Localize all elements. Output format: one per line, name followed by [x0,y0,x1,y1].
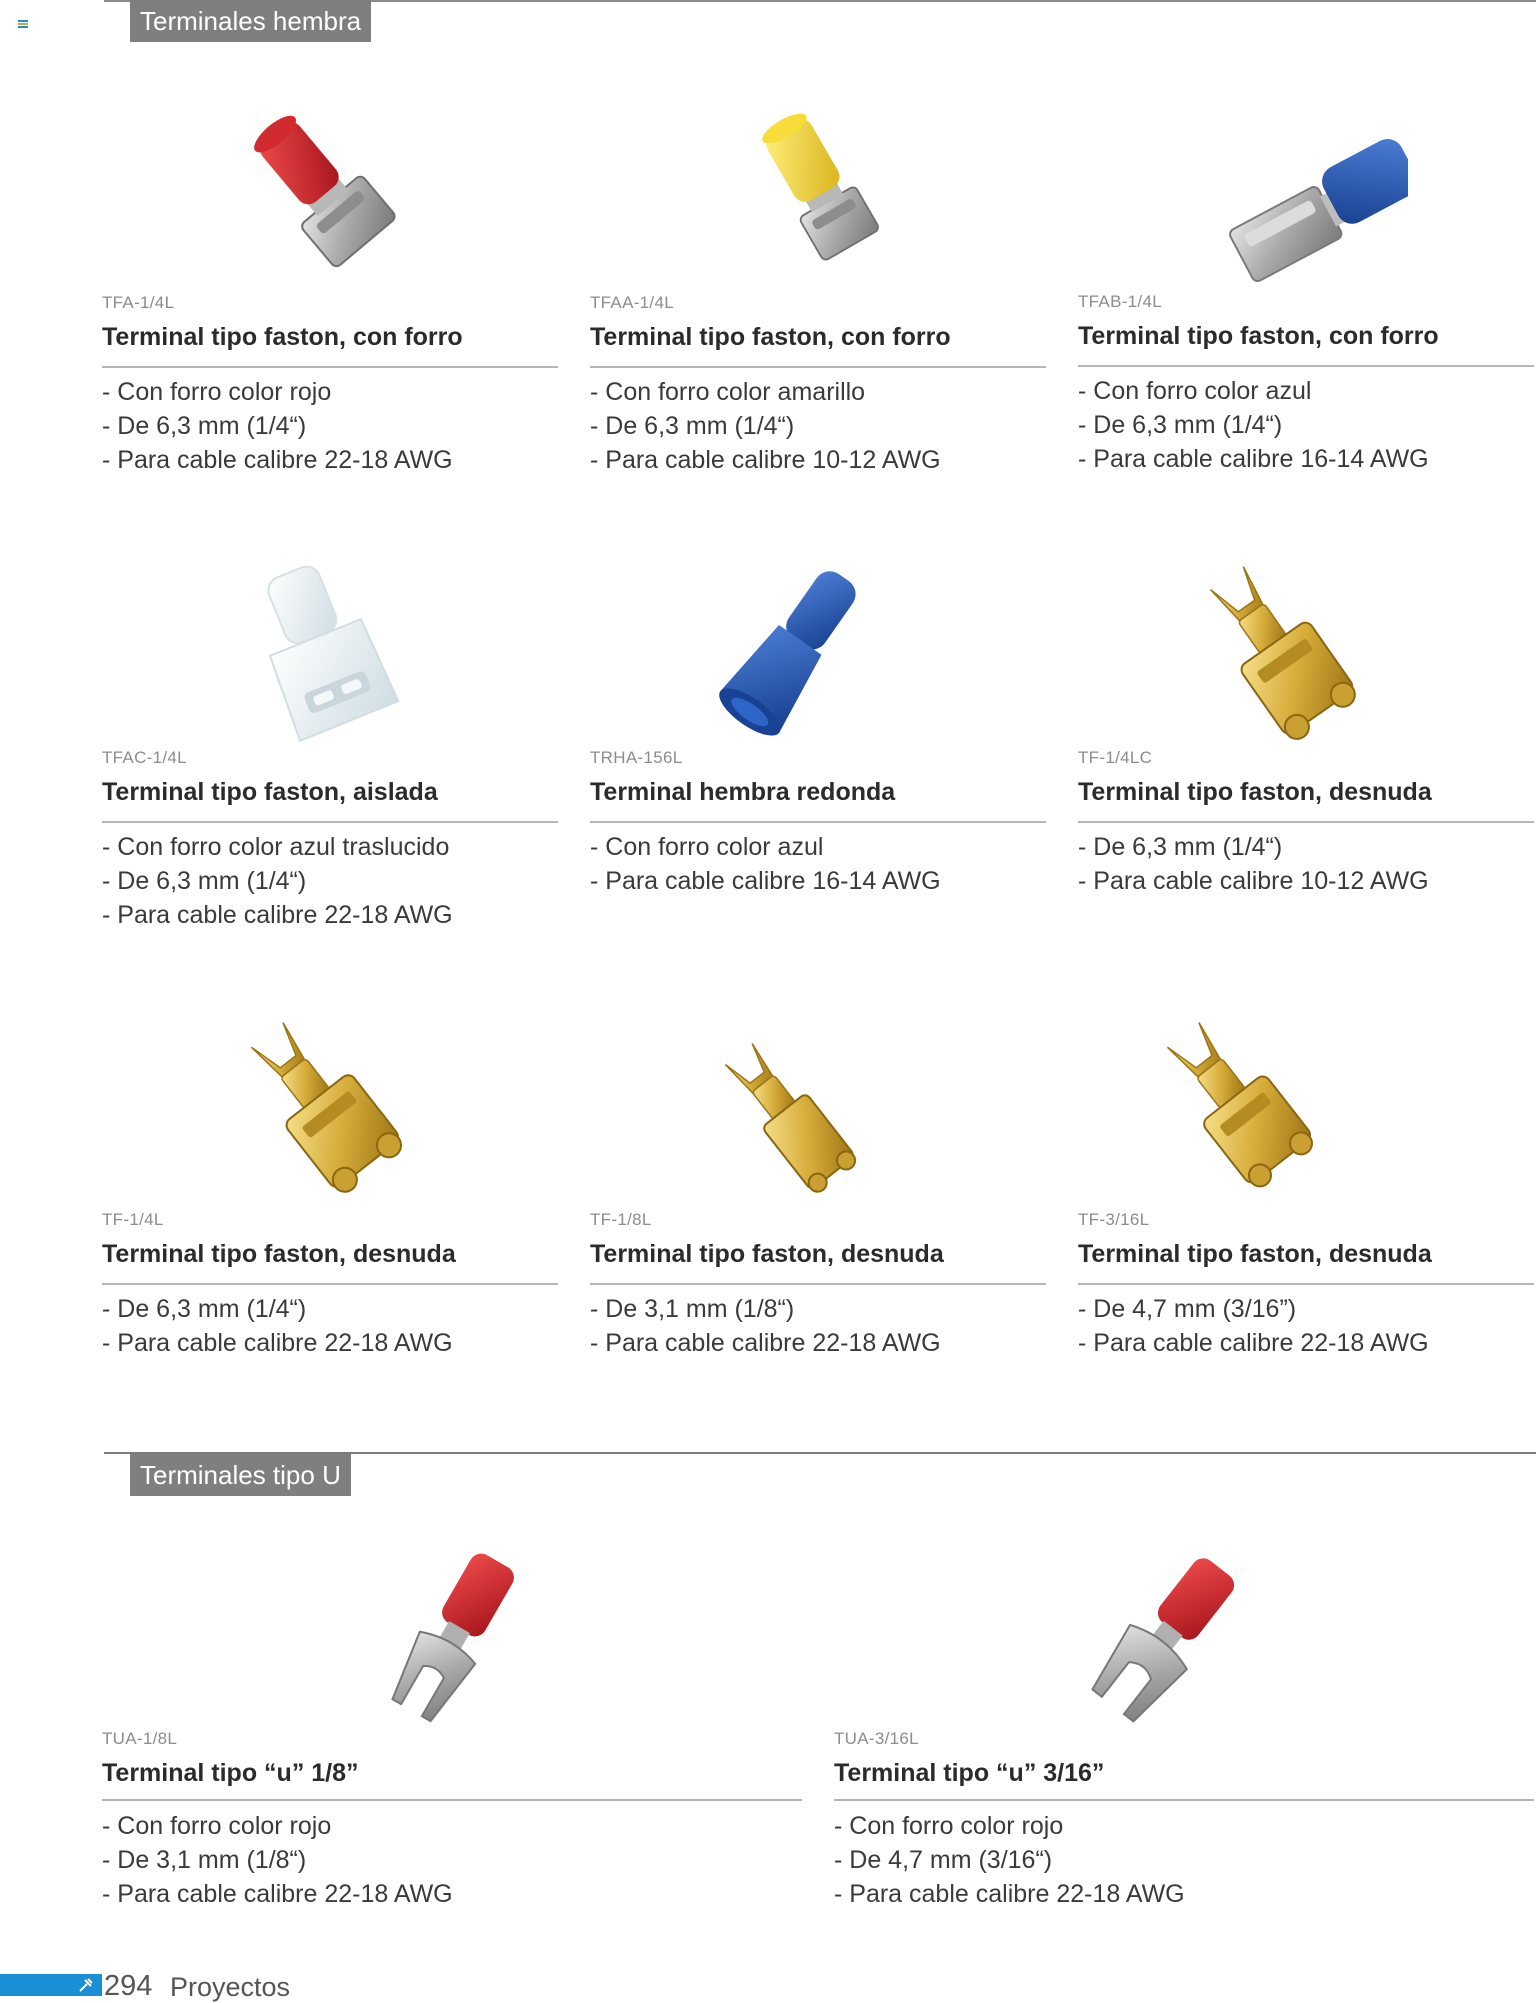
product-name: Terminal hembra redonda [590,778,896,806]
feature-item: - Con forro color azul [1078,377,1312,405]
bare-brass-female-spade-terminal-small-image [710,1030,870,1205]
product-name: Terminal tipo faston, desnuda [102,1240,456,1268]
product-code: TF-3/16L [1078,1210,1150,1229]
feature-item: - De 3,1 mm (1/8“) [590,1295,795,1323]
blue-round-female-bullet-terminal-image [700,556,880,746]
page-corner-mark [18,20,28,28]
feature-item: - De 6,3 mm (1/4“) [102,1295,307,1323]
feature-list [590,830,941,898]
feature-item: - Para cable calibre 22-18 AWG [102,1329,453,1357]
product-divider [102,821,558,823]
feature-list [102,830,453,932]
feature-list [590,1292,941,1360]
feature-item: - De 6,3 mm (1/4“) [590,412,795,440]
feature-item: - Con forro color rojo [102,378,332,406]
product-name: Terminal tipo faston, con forro [1078,322,1439,350]
feature-item: - Con forro color azul traslucido [102,833,450,861]
feature-item: - Para cable calibre 22-18 AWG [590,1329,941,1357]
product-divider [834,1799,1534,1801]
product-divider [102,1799,802,1801]
section-tab-terminales-hembra [130,0,371,42]
feature-item: - De 4,7 mm (3/16”) [1078,1295,1297,1323]
product-divider [590,366,1046,368]
product-card-tf-1-4l [102,1010,562,1370]
red-insulated-female-spade-terminal-image [222,95,422,285]
product-card-tf-1-4lc [1078,556,1536,946]
feature-item: - Para cable calibre 16-14 AWG [1078,445,1429,473]
feature-list [1078,830,1429,898]
bare-brass-female-spade-terminal-image [1148,1010,1328,1200]
product-card-tfaa-1-4l [590,95,1050,485]
feature-item: - Para cable calibre 10-12 AWG [590,446,941,474]
product-code: TFAC-1/4L [102,748,187,767]
feature-item: - Con forro color amarillo [590,378,866,406]
product-name: Terminal tipo faston, desnuda [1078,778,1432,806]
product-card-tf-3-16l [1078,1010,1536,1370]
feature-item: - Para cable calibre 16-14 AWG [590,867,941,895]
product-name: Terminal tipo faston, desnuda [590,1240,944,1268]
feature-item: - De 6,3 mm (1/4“) [1078,833,1283,861]
product-name: Terminal tipo faston, con forro [590,323,951,351]
red-insulated-fork-terminal-image [362,1545,542,1735]
product-name: Terminal tipo faston, desnuda [1078,1240,1432,1268]
page-number: 294 [104,1970,153,2002]
product-code: TF-1/4L [102,1210,164,1229]
product-card-tua-1-8l [102,1545,802,1925]
product-code: TFA-1/4L [102,293,175,312]
feature-list [590,375,941,477]
feature-item: - Para cable calibre 22-18 AWG [1078,1329,1429,1357]
footer-section-name: Proyectos [170,1972,291,2002]
product-divider [1078,821,1534,823]
product-divider [590,1283,1046,1285]
section-tab-terminales-tipo-u [130,1454,351,1496]
feature-item: - Para cable calibre 22-18 AWG [102,1880,453,1908]
page-footer [0,1970,1536,2000]
product-divider [102,366,558,368]
feature-item: - De 3,1 mm (1/8“) [102,1846,307,1874]
product-card-tfab-1-4l [1078,95,1536,485]
product-card-tfa-1-4l [102,95,562,485]
product-divider [1078,365,1534,367]
product-code: TFAA-1/4L [590,293,674,312]
tools-icon [78,1977,94,1993]
feature-item: - De 4,7 mm (3/16“) [834,1846,1053,1874]
product-code: TF-1/8L [590,1210,652,1229]
translucent-fully-insulated-female-terminal-image [232,556,412,746]
product-name: Terminal tipo “u” 1/8” [102,1759,359,1787]
product-name: Terminal tipo faston, aislada [102,778,438,806]
yellow-insulated-female-spade-terminal-image [730,95,910,285]
feature-list [834,1809,1185,1911]
product-divider [590,821,1046,823]
product-code: TRHA-156L [590,748,683,767]
feature-item: - Con forro color rojo [834,1812,1064,1840]
feature-item: - Con forro color rojo [102,1812,332,1840]
product-code: TUA-1/8L [102,1729,178,1748]
bare-brass-female-spade-terminal-image [232,1010,412,1200]
feature-list [102,1292,453,1360]
feature-list [102,1809,453,1911]
product-card-tf-1-8l [590,1010,1050,1370]
product-card-tua-3-16l [834,1545,1534,1925]
product-card-tfac-1-4l [102,556,562,946]
product-divider [102,1283,558,1285]
red-insulated-fork-terminal-image [1074,1545,1254,1735]
section-title: Terminales hembra [140,6,362,36]
feature-list [1078,374,1429,476]
feature-item: - Para cable calibre 22-18 AWG [102,901,453,929]
feature-list [1078,1292,1429,1360]
product-card-trha-156l [590,556,1050,946]
product-code: TF-1/4LC [1078,748,1153,767]
section-title: Terminales tipo U [140,1460,341,1490]
feature-item: - De 6,3 mm (1/4“) [1078,411,1283,439]
feature-item: - Para cable calibre 10-12 AWG [1078,867,1429,895]
bare-brass-female-spade-terminal-image [1188,556,1368,746]
feature-item: - De 6,3 mm (1/4“) [102,412,307,440]
product-code: TFAB-1/4L [1078,292,1162,311]
feature-item: - De 6,3 mm (1/4“) [102,867,307,895]
blue-insulated-female-spade-terminal-image [1198,100,1408,285]
product-code: TUA-3/16L [834,1729,919,1748]
feature-item: - Para cable calibre 22-18 AWG [102,446,453,474]
product-divider [1078,1283,1534,1285]
product-name: Terminal tipo faston, con forro [102,323,463,351]
feature-item: - Con forro color azul [590,833,824,861]
product-name: Terminal tipo “u” 3/16” [834,1759,1105,1787]
feature-item: - Para cable calibre 22-18 AWG [834,1880,1185,1908]
feature-list [102,375,453,477]
